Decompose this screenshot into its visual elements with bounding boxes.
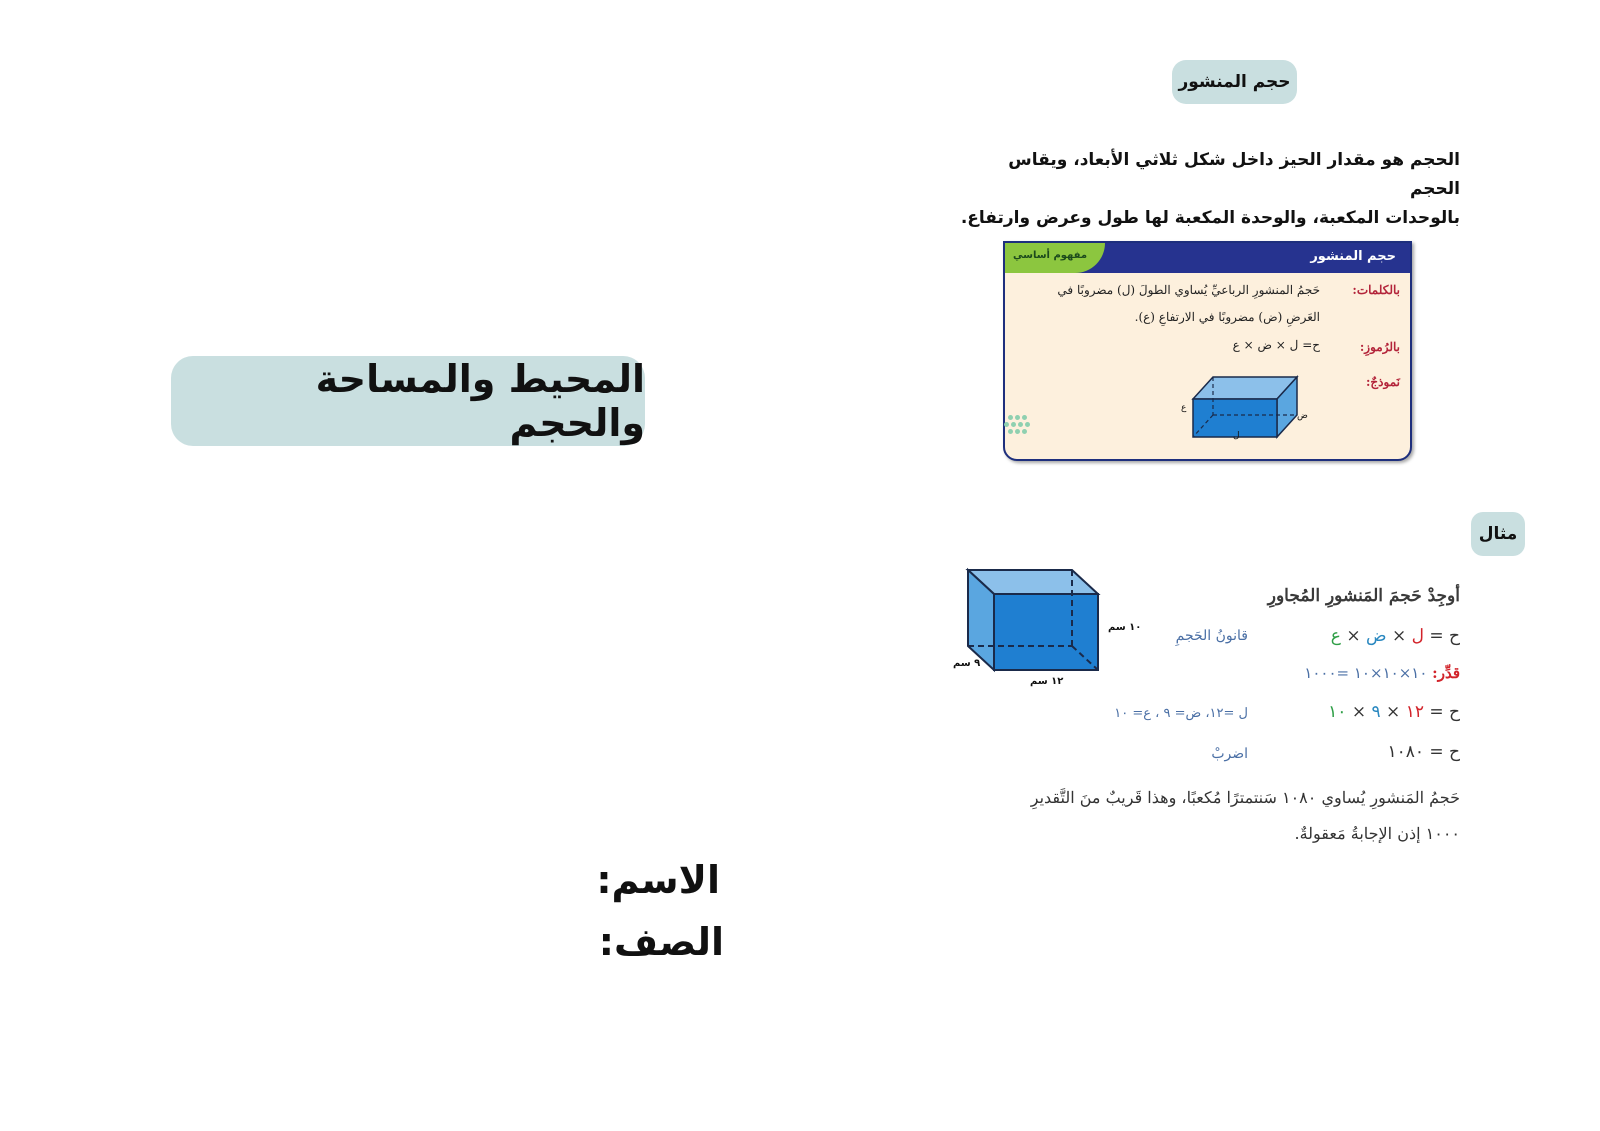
result-note: اضربْ (1211, 746, 1248, 762)
prism-height-label: ١٠ سم (1108, 622, 1142, 633)
formula-note: قانونُ الحَجمِ (1175, 628, 1248, 644)
model-label: نَموذجٌ: (1366, 375, 1400, 389)
prism-model-icon (1183, 369, 1313, 449)
conclusion-line-1: حَجمُ المَنشورِ يُساوي ١٠٨٠ سَنتمترًا مُكعبًا، وهذا قَريبٌ منَ التَّقديرِ (1030, 788, 1460, 807)
example-badge (1471, 512, 1525, 556)
intro-line-1: الحجم هو مقدار الحيز داخل شكل ثلاثي الأبعاد، ويقاس الحجم (1008, 150, 1460, 199)
words-line-1: حَجمُ المنشورِ الرباعيِّ يُساوي الطولَ (ل) مضروبًا في (1057, 283, 1320, 297)
symbols-label: بالرُموزِ: (1359, 340, 1400, 354)
sub-w: ٩ (1371, 702, 1381, 722)
formula-l: ل (1411, 626, 1424, 646)
estimate-value: ١٠×١٠×١٠ =١٠٠٠ (1304, 664, 1428, 682)
key-concept-box (1003, 241, 1412, 461)
example-badge-text: مثال (1478, 524, 1518, 544)
sub-x1: × (1386, 702, 1401, 722)
prism-length-label: ١٢ سم (1030, 676, 1064, 687)
example-question: أوجِدْ حَجمَ المَنشورِ المُجاورِ (1267, 586, 1460, 606)
intro-paragraph (960, 146, 1460, 233)
sub-x2: × (1351, 702, 1367, 722)
concept-tag-text: مفهوم أساسي (1013, 250, 1088, 261)
section-badge-text: حجم المنشور (1178, 72, 1291, 92)
estimate-label: قدِّر: (1432, 664, 1460, 682)
formula-v: ح (1449, 626, 1460, 646)
class-field-label: الصف: (598, 920, 724, 964)
words-label: بالكلمات: (1352, 283, 1400, 297)
main-title-text: المحيط والمساحة والحجم (315, 357, 645, 445)
words-text (1057, 277, 1320, 331)
concept-tag (1005, 243, 1105, 273)
main-title (171, 356, 645, 446)
estimate-line (1304, 664, 1460, 682)
sub-eq: = (1429, 702, 1444, 722)
intro-line-2: بالوحدات المكعبة، والوحدة المكعبة لها طول وعرض وارتفاع. (960, 208, 1460, 228)
sub-l: ١٢ (1405, 702, 1424, 722)
formula-x2: × (1346, 626, 1361, 646)
model-width-label: ض (1297, 411, 1308, 421)
formula-x1: × (1391, 626, 1407, 646)
formula-h: ع (1330, 626, 1341, 646)
prism-width-label: ٩ سم (953, 658, 981, 669)
result-line: ح = ١٠٨٠ (1387, 742, 1460, 762)
model-height-label: ع (1181, 403, 1187, 413)
formula-w: ض (1365, 626, 1387, 646)
name-field-label: الاسم: (596, 858, 720, 902)
conclusion (1031, 780, 1460, 852)
sub-h: ١٠ (1328, 702, 1347, 722)
decorative-dots-icon (1002, 413, 1032, 439)
example-prism-icon (964, 566, 1104, 678)
model-length-label: ل (1233, 431, 1240, 441)
symbols-formula: ح= ل × ض × ع (1232, 338, 1320, 352)
section-badge (1172, 60, 1297, 104)
formula-eq: = (1429, 626, 1444, 646)
volume-formula (1331, 626, 1460, 646)
substitute-note: ل =١٢، ض= ٩ ، ع= ١٠ (1114, 706, 1248, 721)
words-line-2: العَرضِ (ض) مضروبًا في الارتفاعِ (ع). (1134, 310, 1320, 324)
sub-v: ح (1449, 702, 1460, 722)
conclusion-line-2: ١٠٠٠ إذن الإجابةُ مَعقولةٌ. (1294, 824, 1460, 843)
substitute-formula (1328, 702, 1460, 722)
concept-title: حجم المنشور (1310, 249, 1396, 264)
